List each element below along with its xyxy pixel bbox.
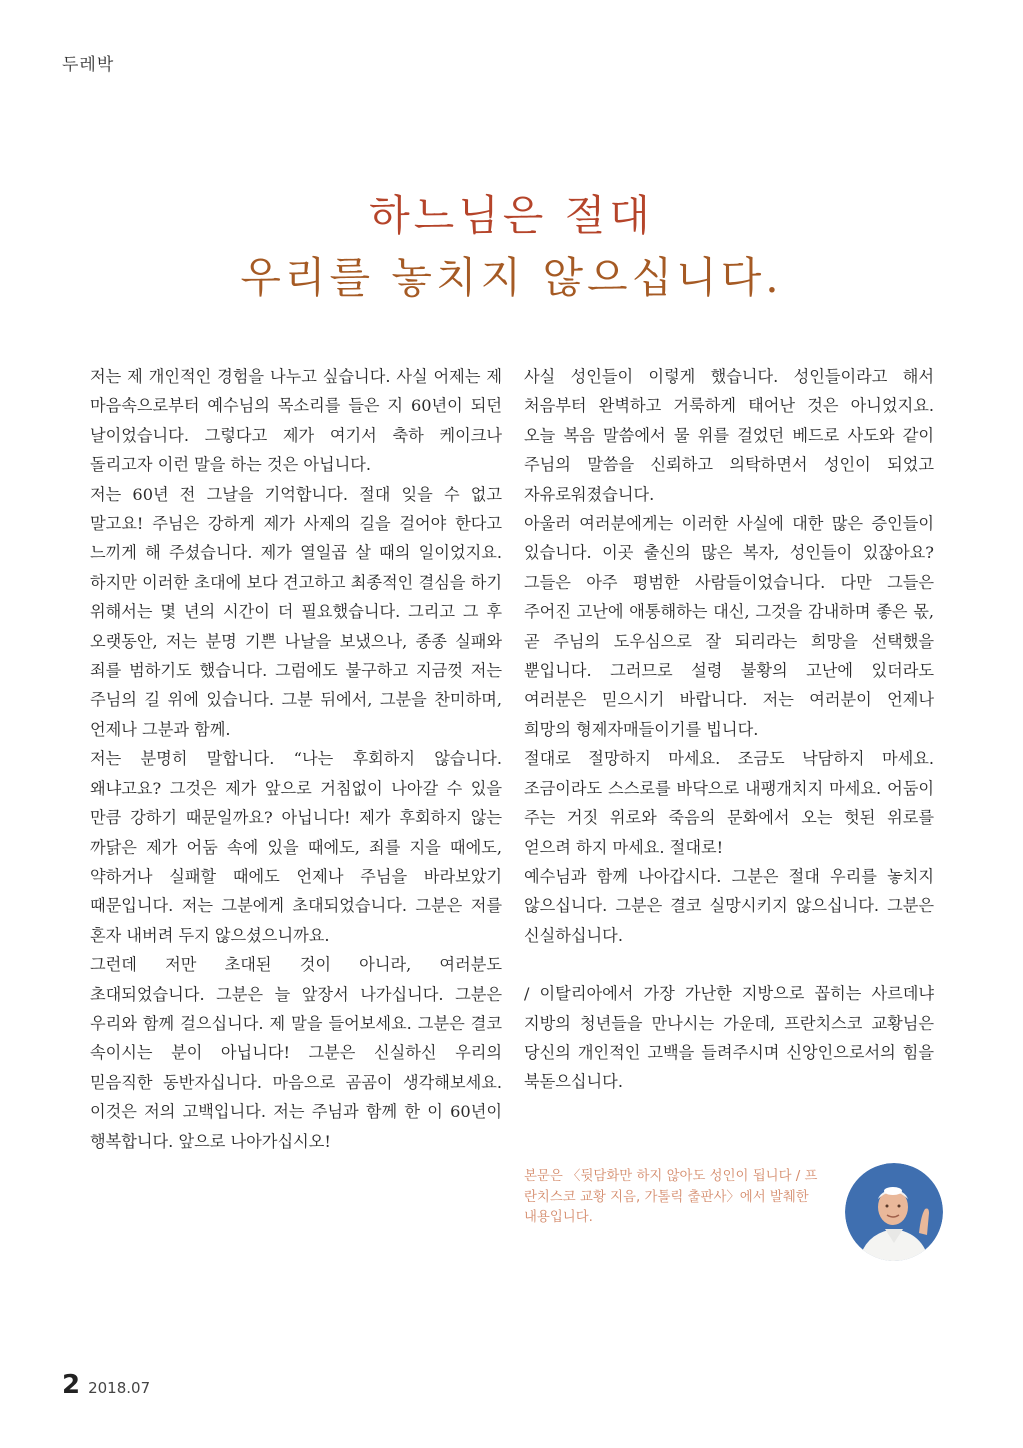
- paragraph: 그런데 저만 초대된 것이 아니라, 여러분도 초대되었습니다. 그분은 늘 앞장서 나가십니다. 그분은 우리와 함께 걸으십니다. 제 말을 들어보세요. 그분은 결코 속이시는 분이 아닙니다! 그분은 신실하신 우리의 믿음직한 동반자십니다. 마음으로 곰곰이 생각해보세요. 이것은 저의 고백입니다. 저는 주님과 함께 한 이 60년이 행복합니다. 앞으로 나아가십시오!: [90, 955, 502, 1151]
- paragraph: 아울러 여러분에게는 이러한 사실에 대한 많은 증인들이 있습니다. 이곳 출신의 많은 복자, 성인들이 있잖아요? 그들은 아주 평범한 사람들이었습니다. 다만 그들은 주어진 고난에 애통해하는 대신, 그것을 감내하며 좋은 몫, 곧 주님의 도우심으로 잘 되리라는 희망을 선택했을 뿐입니다. 그러므로 설령 불황의 고난에 있더라도 여러분은 믿으시기 바랍니다. 저는 여러분이 언제나 희망의 형제자매들이기를 빕니다.: [524, 514, 934, 739]
- left-column: [90, 362, 502, 1156]
- right-column: [524, 362, 934, 1097]
- issue-date: 2018.07: [88, 1379, 151, 1397]
- title-line-1: 하느님은 절대: [369, 191, 654, 240]
- source-note: 본문은 〈뒷담화만 하지 않아도 성인이 됩니다 / 프란치스코 교황 지음, 가톨릭 출판사〉에서 발췌한 내용입니다.: [524, 1169, 818, 1225]
- context-note: / 이탈리아에서 가장 가난한 지방으로 꼽히는 사르데냐 지방의 청년들을 만나시는 가운데, 프란치스코 교황님은 당신의 개인적인 고백을 들려주시며 신앙인으로서의 힘을 북돋으십니다.: [524, 984, 934, 1092]
- section-label: 두레박: [62, 55, 115, 75]
- paragraph: 저는 제 개인적인 경험을 나누고 싶습니다. 사실 어제는 제 마음속으로부터 예수님의 목소리를 들은 지 60년이 되던 날이었습니다. 그렇다고 제가 여기서 축하 케이크나 돌리고자 이런 말을 하는 것은 아닙니다.: [90, 367, 502, 475]
- pope-portrait-icon: [845, 1163, 943, 1261]
- title-line-2: 우리를 놓치지 않으십니다.: [240, 253, 783, 302]
- spacer: [524, 950, 934, 979]
- page-footer: [62, 1370, 150, 1400]
- paragraph: 예수님과 함께 나아갑시다. 그분은 절대 우리를 놓치지 않으십니다. 그분은 결코 실망시키지 않으십니다. 그분은 신실하십니다.: [524, 866, 934, 945]
- page-number: 2: [62, 1370, 81, 1400]
- paragraph: 저는 60년 전 그날을 기억합니다. 절대 잊을 수 없고 말고요! 주님은 강하게 제가 사제의 길을 걸어야 한다고 느끼게 해 주셨습니다. 제가 열일곱 살 때의 일이었지요. 하지만 이러한 초대에 보다 견고하고 최종적인 결심을 하기 위해서는 몇 년의 시간이 더 필요했습니다. 그리고 그 후 오랫동안, 저는 분명 기쁜 나날을 보냈으나, 종종 실패와 죄를 범하기도 했습니다. 그럼에도 불구하고 지금껏 저는 주님의 길 위에 있습니다. 그분 뒤에서, 그분을 찬미하며, 언제나 그분과 함께.: [90, 484, 502, 739]
- paragraph: 저는 분명히 말합니다. “나는 후회하지 않습니다. 왜냐고요? 그것은 제가 앞으로 거침없이 나아갈 수 있을 만큼 강하기 때문일까요? 아닙니다! 제가 후회하지 않는 까닭은 제가 어둠 속에 있을 때에도, 죄를 지을 때에도, 약하거나 실패할 때에도 언제나 주님을 바라보았기 때문입니다. 저는 그분에게 초대되었습니다. 그분은 저를 혼자 내버려 두지 않으셨으니까요.: [90, 749, 502, 945]
- page-title: [0, 185, 1023, 309]
- paragraph: 사실 성인들이 이렇게 했습니다. 성인들이라고 해서 처음부터 완벽하고 거룩하게 태어난 것은 아니었지요. 오늘 복음 말씀에서 물 위를 걸었던 베드로 사도와 같이 주님의 말씀을 신뢰하고 의탁하면서 성인이 되었고 자유로워졌습니다.: [524, 367, 934, 504]
- paragraph: 절대로 절망하지 마세요. 조금도 낙담하지 마세요. 조금이라도 스스로를 바닥으로 내팽개치지 마세요. 어둠이 주는 거짓 위로와 죽음의 문화에서 오는 헛된 위로를 얻으려 하지 마세요. 절대로!: [524, 749, 934, 857]
